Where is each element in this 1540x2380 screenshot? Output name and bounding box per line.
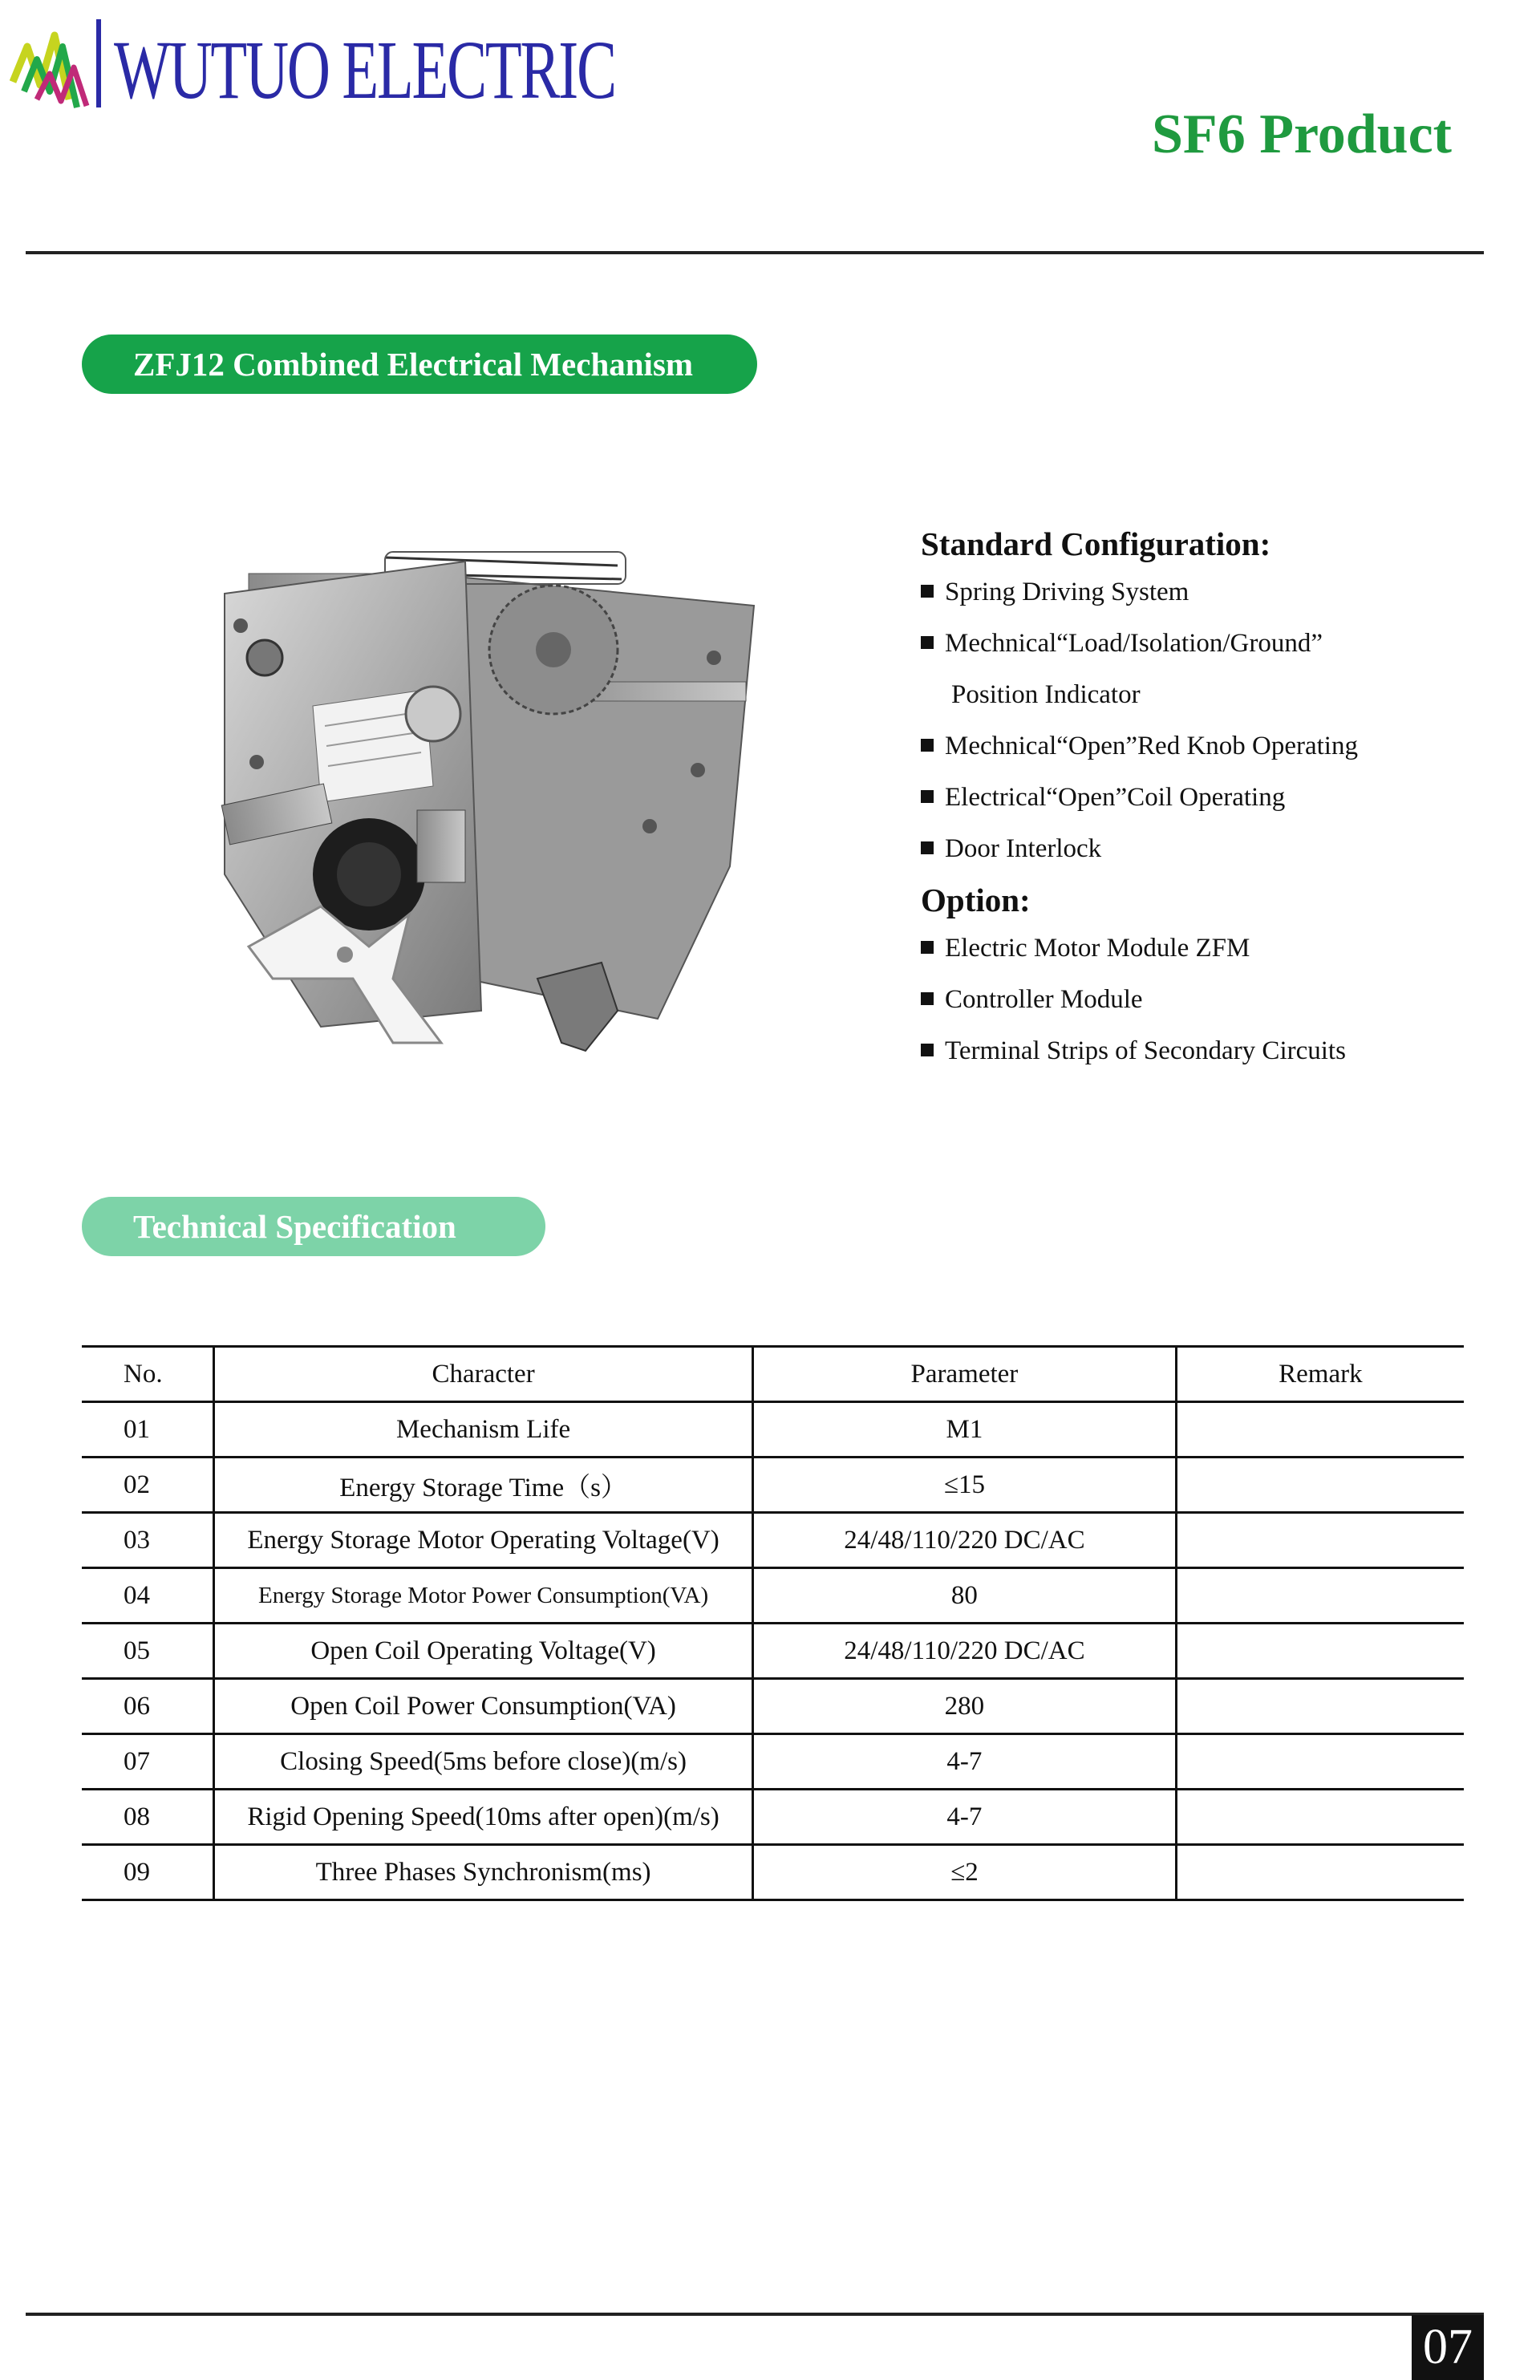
- table-row: [82, 1458, 1464, 1513]
- table-header-row: [82, 1347, 1464, 1402]
- row-parameter: 80: [753, 1568, 1177, 1624]
- wutuo-logo-icon: [10, 11, 114, 116]
- table-row: [82, 1845, 1464, 1900]
- row-character: Mechanism Life: [214, 1402, 753, 1458]
- table-row: [82, 1513, 1464, 1568]
- standard-configuration-heading: Standard Configuration:: [921, 525, 1271, 562]
- brand-logo: [10, 11, 615, 116]
- header-divider: [26, 251, 1484, 254]
- configuration-panel: [921, 521, 1530, 1076]
- option-heading: Option:: [921, 882, 1031, 918]
- row-character: Rigid Opening Speed(10ms after open)(m/s): [214, 1790, 753, 1845]
- table-row: [82, 1734, 1464, 1790]
- page-number: 07: [1412, 2315, 1484, 2380]
- row-no: 04: [82, 1568, 214, 1624]
- list-item: Spring Driving System: [921, 566, 1530, 618]
- square-bullet-icon: [921, 992, 934, 1005]
- row-parameter: M1: [753, 1402, 1177, 1458]
- row-character: Closing Speed(5ms before close)(m/s): [214, 1734, 753, 1790]
- row-no: 05: [82, 1624, 214, 1679]
- row-parameter: 24/48/110/220 DC/AC: [753, 1624, 1177, 1679]
- table-row: [82, 1790, 1464, 1845]
- list-item: Door Interlock: [921, 823, 1530, 874]
- column-header-character: Character: [214, 1347, 753, 1402]
- row-remark: [1176, 1513, 1464, 1568]
- row-character: Open Coil Power Consumption(VA): [214, 1679, 753, 1734]
- square-bullet-icon: [921, 739, 934, 752]
- row-remark: [1176, 1679, 1464, 1734]
- row-remark: [1176, 1790, 1464, 1845]
- brand-name: WUTUO ELECTRIC: [114, 24, 615, 116]
- list-item: Mechnical“Open”Red Knob Operating: [921, 720, 1530, 772]
- row-character: Energy Storage Motor Operating Voltage(V): [214, 1513, 753, 1568]
- row-remark: [1176, 1845, 1464, 1900]
- spec-title-pill: Technical Specification: [82, 1197, 545, 1256]
- square-bullet-icon: [921, 941, 934, 954]
- list-item: Terminal Strips of Secondary Circuits: [921, 1025, 1530, 1076]
- row-no: 01: [82, 1402, 214, 1458]
- column-header-parameter: Parameter: [753, 1347, 1177, 1402]
- list-item: Electric Motor Module ZFM: [921, 922, 1530, 974]
- list-item: Electrical“Open”Coil Operating: [921, 772, 1530, 823]
- square-bullet-icon: [921, 636, 934, 649]
- row-parameter: 280: [753, 1679, 1177, 1734]
- row-parameter: 4-7: [753, 1790, 1177, 1845]
- square-bullet-icon: [921, 585, 934, 598]
- column-header-remark: Remark: [1176, 1347, 1464, 1402]
- footer-divider: [26, 2313, 1484, 2316]
- row-parameter: ≤2: [753, 1845, 1177, 1900]
- row-no: 07: [82, 1734, 214, 1790]
- row-remark: [1176, 1568, 1464, 1624]
- table-row: [82, 1568, 1464, 1624]
- table-row: [82, 1679, 1464, 1734]
- list-item-continuation: Position Indicator: [951, 680, 1141, 709]
- list-item: Mechnical“Load/Isolation/Ground”: [921, 618, 1530, 669]
- row-parameter: 4-7: [753, 1734, 1177, 1790]
- table-row: [82, 1402, 1464, 1458]
- row-remark: [1176, 1734, 1464, 1790]
- row-no: 02: [82, 1458, 214, 1513]
- row-parameter: ≤15: [753, 1458, 1177, 1513]
- square-bullet-icon: [921, 790, 934, 803]
- row-no: 03: [82, 1513, 214, 1568]
- row-no: 06: [82, 1679, 214, 1734]
- row-no: 09: [82, 1845, 214, 1900]
- row-remark: [1176, 1624, 1464, 1679]
- list-item: Controller Module: [921, 974, 1530, 1025]
- section-title-pill: ZFJ12 Combined Electrical Mechanism: [82, 334, 757, 394]
- square-bullet-icon: [921, 1044, 934, 1056]
- mechanism-product-image: [201, 529, 762, 1091]
- row-remark: [1176, 1458, 1464, 1513]
- row-no: 08: [82, 1790, 214, 1845]
- product-line-title: SF6 Product: [1152, 103, 1452, 165]
- row-character: Open Coil Operating Voltage(V): [214, 1624, 753, 1679]
- row-parameter: 24/48/110/220 DC/AC: [753, 1513, 1177, 1568]
- table-row: [82, 1624, 1464, 1679]
- square-bullet-icon: [921, 841, 934, 854]
- row-remark: [1176, 1402, 1464, 1458]
- column-header-no: No.: [82, 1347, 214, 1402]
- spec-table: [82, 1345, 1464, 1901]
- row-character: Energy Storage Time（s）: [214, 1458, 753, 1513]
- row-character: Three Phases Synchronism(ms): [214, 1845, 753, 1900]
- row-character: Energy Storage Motor Power Consumption(VA): [214, 1568, 753, 1624]
